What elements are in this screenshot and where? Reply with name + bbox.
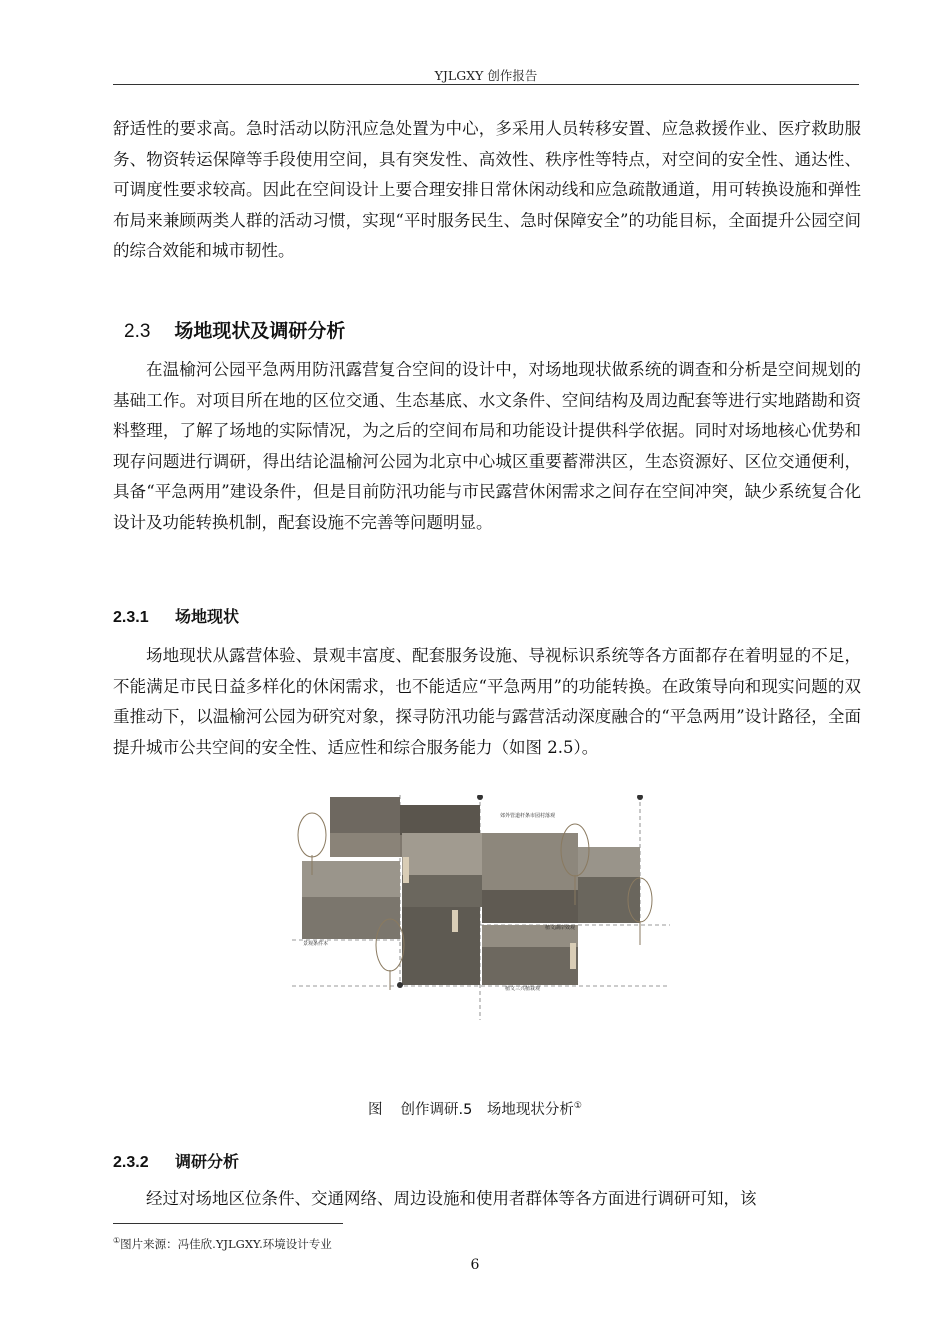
- photo-label-right: 植文湖岸效观: [545, 925, 576, 931]
- section-number: 2.3: [124, 321, 151, 342]
- figure-caption: [0, 1098, 950, 1119]
- caption-label: 图: [368, 1102, 383, 1118]
- photo-label-left: 景观条件本: [303, 941, 329, 947]
- caption-footnote-mark: ①: [573, 1101, 582, 1112]
- page-number: 6: [470, 1257, 480, 1273]
- paragraph-site-survey: 在温榆河公园平急两用防汛露营复合空间的设计中，对场地现状做系统的调查和分析是空间规划的基础工作。对项目所在地的区位交通、生态基底、水文条件、空间结构及周边配套等进行实地踏勘和资料整理，了解了场地的实际情况，为之后的空间布局和功能设计提供科学依据。同时对场地核心优势和现存问题进行调研，得出结论温榆河公园为北京中心城区重要蓄滞洪区，生态资源好、区位交通便利，具备“平急两用”建设条件，但是目前防汛功能与市民露营休闲需求之间存在空间冲突，缺少系统复合化设计及功能转换机制，配套设施不完善等问题明显。: [113, 360, 861, 532]
- photo-collage: [290, 795, 670, 1020]
- photo-label-top: 郊外管道杆条市园村落观: [500, 813, 556, 819]
- subsection-heading-2-3-2: [113, 1149, 239, 1172]
- paragraph-site-status: 场地现状从露营体验、景观丰富度、配套服务设施、导视标识系统等各方面都存在着明显的不足，不能满足市民日益多样化的休闲需求，也不能适应“平急两用”的功能转换。在政策导向和现实问题的双重推动下，以温榆河公园为研究对象，探寻防汛功能与露营活动深度融合的“平急两用”设计路径，全面提升城市公共空间的安全性、适应性和综合服务能力（如图 2.5）。: [113, 646, 861, 757]
- footnote-rule: [113, 1223, 343, 1224]
- footnote-text: 图片来源：冯佳欣.YJLGXY.环境设计专业: [120, 1237, 332, 1251]
- header-rule: [113, 84, 859, 85]
- site-status-figure: [290, 795, 670, 1020]
- paragraph-continuation: 舒适性的要求高。急时活动以防汛应急处置为中心，多采用人员转移安置、应急救援作业、医疗救助服务、物资转运保障等手段使用空间，具有突发性、高效性、秩序性等特点，对空间的安全性、通达性、可调度性要求较高。因此在空间设计上要合理安排日常休闲动线和应急疏散通道，用可转换设施和弹性布局来兼顾两类人群的活动习惯，实现“平时服务民生、急时保障安全”的功能目标，全面提升公园空间的综合效能和城市韧性。: [113, 119, 861, 260]
- section-heading-2-3: [124, 316, 345, 343]
- caption-text: 创作调研.5 场地现状分析: [400, 1102, 574, 1118]
- section-title: 场地现状及调研分析: [174, 320, 346, 342]
- page-header: YJLGXY 创作报告: [434, 68, 538, 83]
- subsection-number: 2.3.2: [113, 1154, 149, 1171]
- subsection-heading-2-3-1: [113, 604, 239, 627]
- footnote: [113, 1236, 332, 1252]
- subsection-title: 调研分析: [175, 1152, 240, 1171]
- paragraph-research-analysis: 经过对场地区位条件、交通网络、周边设施和使用者群体等各方面进行调研可知，该: [146, 1189, 757, 1208]
- subsection-title: 场地现状: [175, 607, 240, 626]
- footnote-mark: ①: [113, 1236, 121, 1246]
- photo-label-bottom: 植文三兴植栽观: [505, 986, 541, 992]
- subsection-number: 2.3.1: [113, 609, 149, 626]
